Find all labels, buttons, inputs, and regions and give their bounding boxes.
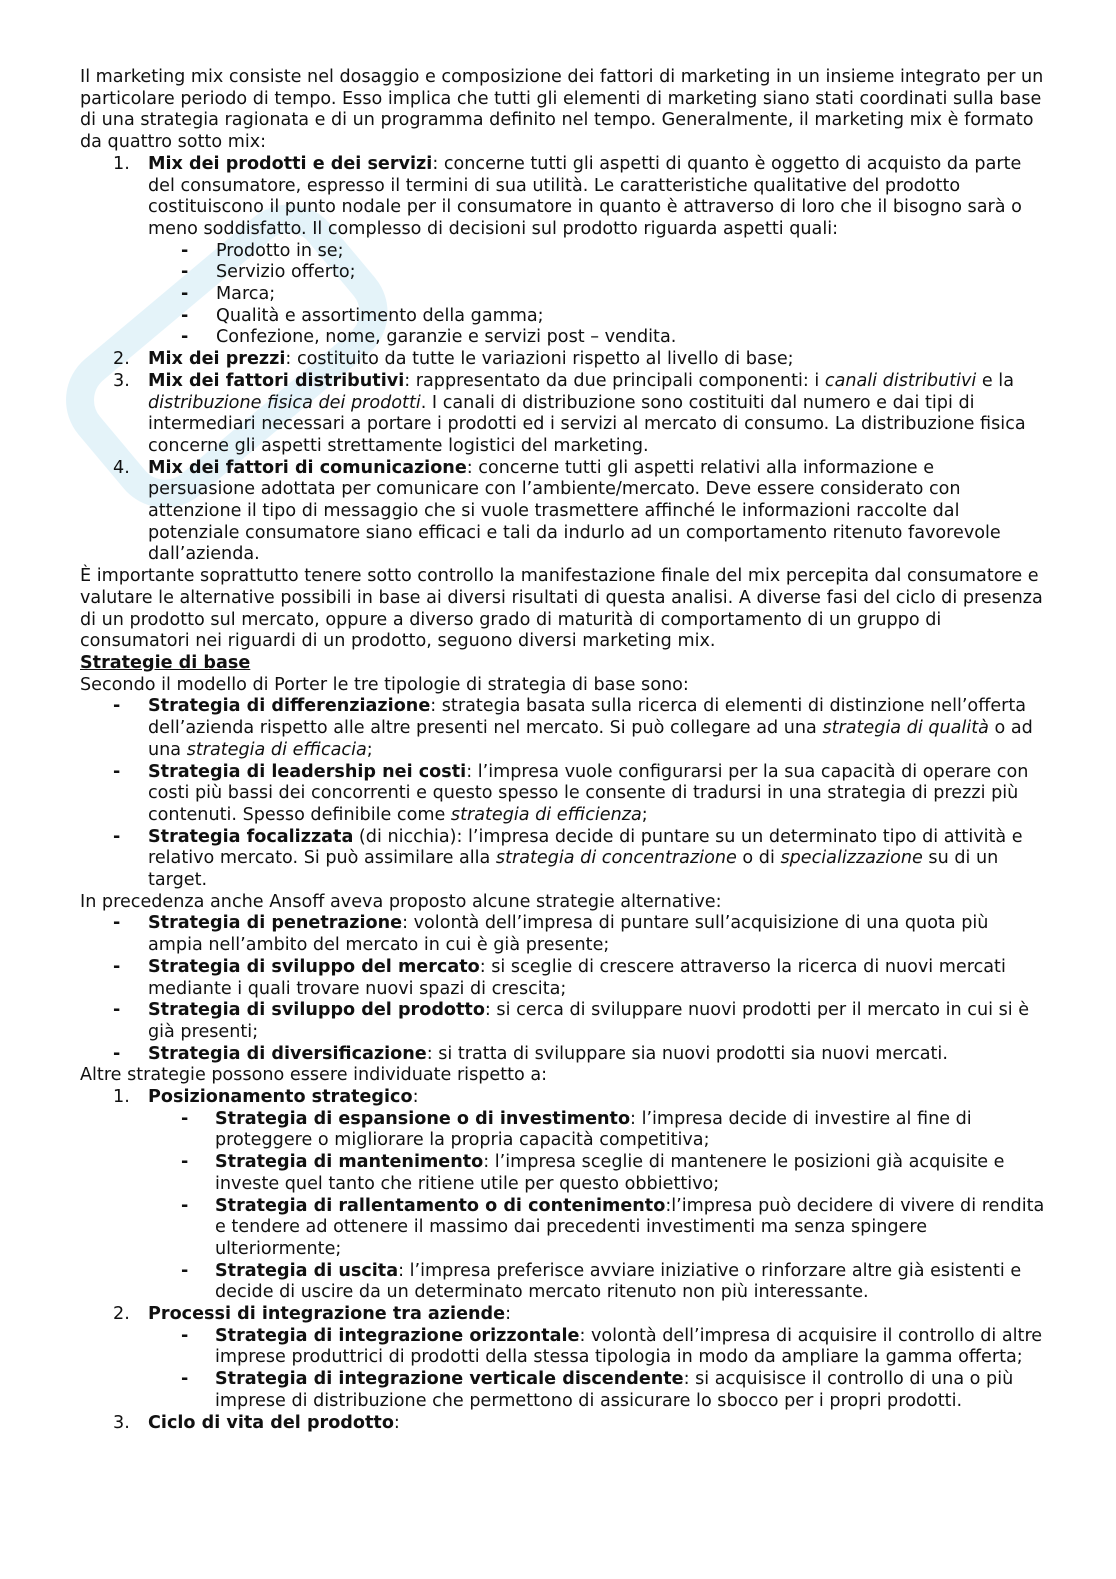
item-text: o ad una [148, 718, 1033, 760]
bullet-dash: - [113, 826, 121, 847]
term: Strategia di mantenimento [215, 1152, 484, 1173]
bullet-dash: - [181, 284, 189, 305]
item-text: : [505, 1304, 512, 1325]
item-text: : l’impresa preferisce avviare iniziative o rinforzare altre già esistenti e decide di uscire da un determinato mercato ritenuto non più interessante. [215, 1260, 1022, 1303]
list-item [80, 1152, 1045, 1195]
item-text: : concerne tutti gli aspetti di quanto è oggetto di acquisto da parte del consumatore, espresso il termini di sua utilità. Le caratteristiche qualitative del prodotto costituiscono il punto nodale per il consumatore in quanto è attraverso di loro che il bisogno sarà o meno soddisfatto. Il complesso di decisioni sul prodotto riguarda aspetti quali: [148, 153, 1022, 239]
item-text: o di [736, 848, 781, 869]
item-text: ; [366, 739, 373, 760]
list-item [80, 458, 1045, 567]
list-item [148, 327, 1045, 349]
term: Strategia di integrazione orizzontale [215, 1325, 580, 1346]
list-item [80, 154, 1045, 349]
section-heading: Strategie di base [80, 652, 251, 673]
list-item [80, 762, 1045, 827]
list-item [80, 349, 1045, 371]
bullet-dash: - [181, 327, 189, 348]
list-item [80, 1304, 1045, 1326]
bullet-dash: - [181, 1195, 189, 1216]
item-text: : si sceglie di crescere attraverso la ricerca di nuovi mercati mediante i quali trovare nuovi spazi di crescita; [148, 956, 1006, 999]
item-text: Servizio offerto; [216, 262, 356, 283]
list-item [148, 241, 1045, 263]
list-item [80, 913, 1045, 956]
item-text: : l’impresa vuole configurarsi per la sua capacità di operare con costi più bassi dei concorrenti e questo spesso le consente di tradursi in una strategia di prezzi più contenuti. Spesso definibile come [148, 761, 1029, 825]
bullet-dash: - [181, 1325, 189, 1346]
item-text: : volontà dell’impresa di puntare sull’acquisizione di una quota più ampia nell’ambito del mercato in cui è già presente; [148, 913, 989, 956]
paragraph: Altre strategie possono essere individuate rispetto a: [80, 1065, 548, 1086]
list-item [80, 1109, 1045, 1152]
bullet-dash: - [181, 1369, 189, 1390]
list-item [80, 1261, 1045, 1304]
italic-term: strategia di qualità [822, 718, 989, 739]
list-item [80, 1326, 1045, 1369]
item-text: : [412, 1087, 419, 1108]
list-item [148, 306, 1045, 328]
item-text: : l’impresa decide di investire al fine di proteggere o migliorare la propria capacità competitiva; [215, 1108, 972, 1151]
term: Strategia focalizzata [148, 826, 354, 847]
list-item [80, 1087, 1045, 1109]
item-text: ; [641, 804, 648, 825]
italic-term: strategia di concentrazione [495, 848, 737, 869]
list-item [80, 957, 1045, 1000]
item-text: Confezione, nome, garanzie e servizi post – vendita. [216, 327, 677, 348]
term: Strategia di rallentamento o di contenimento [215, 1195, 666, 1216]
list-number: 1. [113, 153, 130, 174]
item-text: e la [976, 370, 1014, 391]
item-text: : concerne tutti gli aspetti relativi alla informazione e persuasione adottata per comunicare con l’ambiente/mercato. Deve essere considerato con attenzione il tipo di messaggio che si vuole trasmettere affinché le informazioni raccolte dal potenziale consumatore siano efficaci e tali da indurlo ad un comportamento ritenuto favorevole dall’azienda. [148, 457, 1001, 565]
term: Strategia di sviluppo del prodotto [148, 1000, 485, 1021]
italic-term: strategia di efficacia [186, 739, 367, 760]
bullet-dash: - [181, 1152, 189, 1173]
item-text: Prodotto in se; [216, 240, 344, 261]
bullet-dash: - [113, 956, 121, 977]
bullet-dash: - [181, 1108, 189, 1129]
item-text: : [393, 1412, 400, 1433]
item-text: : si cerca di sviluppare nuovi prodotti per il mercato in cui si è già presenti; [148, 1000, 1030, 1042]
list-number: 2. [113, 1304, 130, 1325]
term: Strategia di sviluppo del mercato [148, 956, 480, 977]
item-text: : costituito da tutte le variazioni rispetto al livello di base; [285, 349, 794, 370]
paragraph: Secondo il modello di Porter le tre tipologie di strategia di base sono: [80, 674, 689, 695]
bullet-dash: - [181, 240, 189, 261]
item-text: : si tratta di sviluppare sia nuovi prodotti sia nuovi mercati. [426, 1043, 948, 1064]
porter-strategies-list [80, 696, 1045, 891]
term: Strategia di differenziazione [148, 696, 431, 717]
bullet-dash: - [113, 696, 121, 717]
list-number: 1. [113, 1087, 130, 1108]
list-number: 3. [113, 1412, 130, 1433]
bullet-dash: - [181, 305, 189, 326]
term: Ciclo di vita del prodotto [148, 1412, 394, 1433]
list-number: 2. [113, 349, 130, 370]
list-number: 3. [113, 370, 130, 391]
term: Strategia di espansione o di investimento [215, 1108, 631, 1129]
bullet-dash: - [113, 1043, 121, 1064]
italic-term: strategia di efficienza [450, 804, 642, 825]
italic-term: specializzazione [780, 848, 923, 869]
term: Mix dei fattori di comunicazione [148, 457, 467, 478]
bullet-dash: - [181, 262, 189, 283]
intro-paragraph: Il marketing mix consiste nel dosaggio e composizione dei fattori di marketing in un insieme integrato per un particolare periodo di tempo. Esso implica che tutti gli elementi di marketing siano stati coordinati sulla base di una strategia ragionata e di un programma definito nel tempo. Generalmente, il marketing mix è formato da quattro sotto mix: [80, 67, 1044, 153]
italic-term: distribuzione fisica dei prodotti [148, 392, 421, 413]
term: Strategia di diversificazione [148, 1043, 427, 1064]
bullet-dash: - [113, 761, 121, 782]
term: Strategia di penetrazione [148, 913, 403, 934]
item-text: : strategia basata sulla ricerca di elementi di distinzione nell’offerta dell’azienda rispetto alle altre presenti nel mercato. Si può collegare ad una [148, 696, 1027, 739]
list-item [80, 1044, 1045, 1066]
term: Strategia di integrazione verticale discendente [215, 1369, 684, 1390]
ansoff-strategies-list [80, 913, 1045, 1065]
item-text: : l’impresa sceglie di mantenere le posizioni già acquisite e investe quel tanto che ritiene utile per questo obbiettivo; [215, 1152, 1005, 1194]
list-item [148, 262, 1045, 284]
item-text: : si acquisisce il controllo di una o più imprese di distribuzione che permettono di assicurare lo sbocco per i propri prodotti. [215, 1369, 1014, 1411]
list-item [80, 1369, 1045, 1412]
list-item [80, 696, 1045, 761]
term: Mix dei fattori distributivi [148, 370, 405, 391]
marketing-mix-list [80, 154, 1045, 566]
term: Strategia di uscita [215, 1260, 399, 1281]
item-text: Marca; [216, 284, 276, 305]
term: Strategia di leadership nei costi [148, 761, 467, 782]
other-strategies-list [80, 1087, 1045, 1434]
term: Processi di integrazione tra aziende [148, 1304, 506, 1325]
bullet-dash: - [113, 913, 121, 934]
bullet-dash: - [113, 1000, 121, 1021]
bullet-dash: - [181, 1260, 189, 1281]
item-text: :l’impresa può decidere di vivere di rendita e tendere ad ottenere il massimo dai precedenti investimenti ma senza spingere ulteriormente; [215, 1195, 1045, 1259]
list-item [80, 1413, 1045, 1435]
list-item [80, 1196, 1045, 1261]
item-text: : rappresentato da due principali componenti: i [404, 370, 825, 391]
list-number: 4. [113, 457, 130, 478]
paragraph: In precedenza anche Ansoff aveva proposto alcune strategie alternative: [80, 891, 722, 912]
item-text: : volontà dell’impresa di acquisire il controllo di altre imprese produttrici di prodotti della stessa tipologia in modo da ampliare la gamma offerta; [215, 1325, 1043, 1368]
item-text: . I canali di distribuzione sono costituiti dal numero e dai tipi di intermediari necessari a portare i prodotti ed i servizi al mercato di consumo. La distribuzione fisica concerne gli aspetti strettamente logistici del marketing. [148, 392, 1026, 456]
term: Mix dei prezzi [148, 349, 286, 370]
list-item [80, 1000, 1045, 1043]
item-text: (di nicchia): l’impresa decide di puntare su un determinato tipo di attività e relativo mercato. Si può assimilare alla [148, 826, 1023, 869]
item-text: Qualità e assortimento della gamma; [216, 305, 544, 326]
italic-term: canali distributivi [824, 370, 977, 391]
list-item [148, 284, 1045, 306]
item-text: su di un target. [148, 848, 999, 891]
document-page [80, 67, 1045, 1434]
paragraph: È importante soprattutto tenere sotto controllo la manifestazione finale del mix percepita dal consumatore e valutare le alternative possibili in base ai diversi risultati di questa analisi. A diverse fasi del ciclo di presenza di un prodotto sul mercato, oppure a diverso grado di maturità di comportamento di un gruppo di consumatori nei riguardi di un prodotto, seguono diversi marketing mix. [80, 566, 1043, 652]
term: Posizionamento strategico [148, 1087, 413, 1108]
product-aspects-list [148, 241, 1045, 350]
list-item [80, 827, 1045, 892]
term: Mix dei prodotti e dei servizi [148, 153, 433, 174]
list-item [80, 371, 1045, 458]
